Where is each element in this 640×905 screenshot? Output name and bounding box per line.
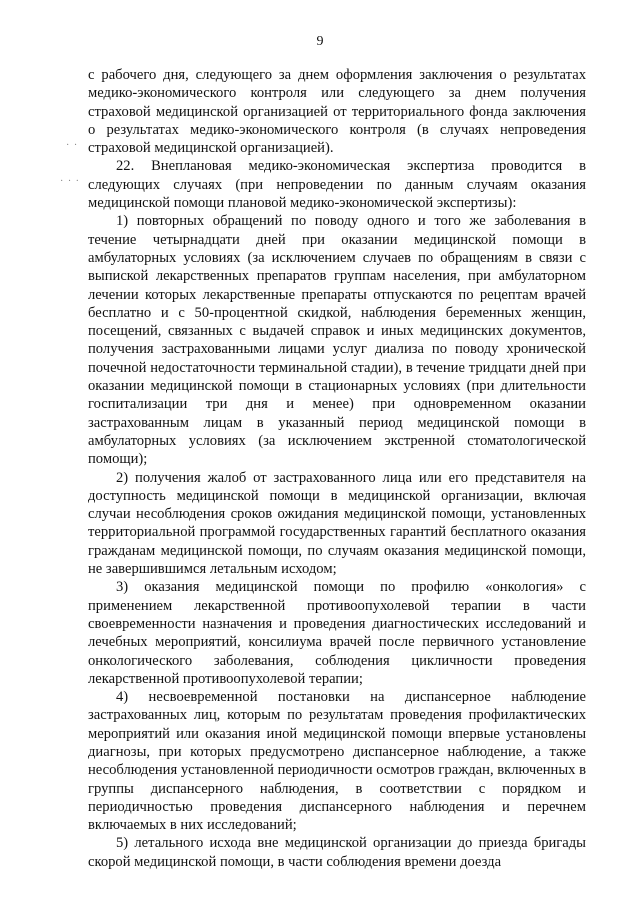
paragraph: 1) повторных обращений по поводу одного и того же заболевания в течение четырнадцати дней при оказании медицинской помощи в амбулаторных условиях (за исключением случаев по обращениям в связи с выпиской лекарственных препаратов группам населения, при амбулаторном лечении которых лекарственные препараты отпускаются по рецептам врачей бесплатно и с 50-процентной скидкой, наблюдения беременных женщин, посещений, связанных с выдачей справок и иных медицинских документов, получения застрахованными лицами услуг диализа по поводу хронической почечной недостаточности терминальной стадии), в течение тридцати дней при оказании медицинской помощи в стационарных условиях (при длительности госпитализации три дня и менее) при одновременном оказании застрахованным лицам в указанный период медицинской помощи в амбулаторных условиях (за исключением экстренной стоматологической помощи);: [88, 213, 586, 468]
page-number: 9: [316, 34, 324, 49]
scan-artifact: · ·: [66, 140, 79, 151]
scan-artifact: · · ·: [60, 176, 80, 187]
paragraph: 4) несвоевременной постановки на диспансерное наблюдение застрахованных лиц, которым по результатам проведения профилактических мероприятий или оказания иной медицинской помощи впервые установлены диагнозы, при которых предусмотрено диспансерное наблюдение, а также несоблюдения установленной периодичности осмотров граждан, включенных в группы диспансерного наблюдения, в соответствии с порядком и периодичностью проведения диспансерного наблюдения и перечнем включаемых в них исследований;: [88, 689, 586, 834]
paragraph: 3) оказания медицинской помощи по профилю «онкология» с применением лекарственной противоопухолевой терапии в части своевременности назначения и проведения диагностических исследований и лечебных мероприятий, консилиума врачей после первичного установление онкологического заболевания, соблюдения цикличности проведения лекарственной противоопухолевой терапии;: [88, 579, 586, 687]
paragraph: 22. Внеплановая медико-экономическая экспертиза проводится в следующих случаях (при непроведении по данным случаям оказания медицинской помощи плановой медико-экономической экспертизы):: [88, 158, 586, 212]
paragraph: 5) летального исхода вне медицинской организации до приезда бригады скорой медицинской помощи, в части соблюдения времени доезда: [88, 835, 586, 870]
paragraph: 2) получения жалоб от застрахованного лица или его представителя на доступность медицинской помощи в медицинской организации, включая случаи несоблюдения сроков ожидания медицинской помощи, установленных территориальной программой государственных гарантий бесплатного оказания гражданам медицинской помощи, по случаям оказания медицинской помощи, не завершившимся летальным исходом;: [88, 469, 586, 578]
paragraph: с рабочего дня, следующего за днем оформления заключения о результатах медико-экономического контроля или следующего за днем получения страховой медицинской организацией от территориального фонда заключения о результатах медико-экономического контроля (в случаях непроведения страховой медицинской организацией).: [88, 67, 586, 157]
document-body: [88, 66, 586, 871]
